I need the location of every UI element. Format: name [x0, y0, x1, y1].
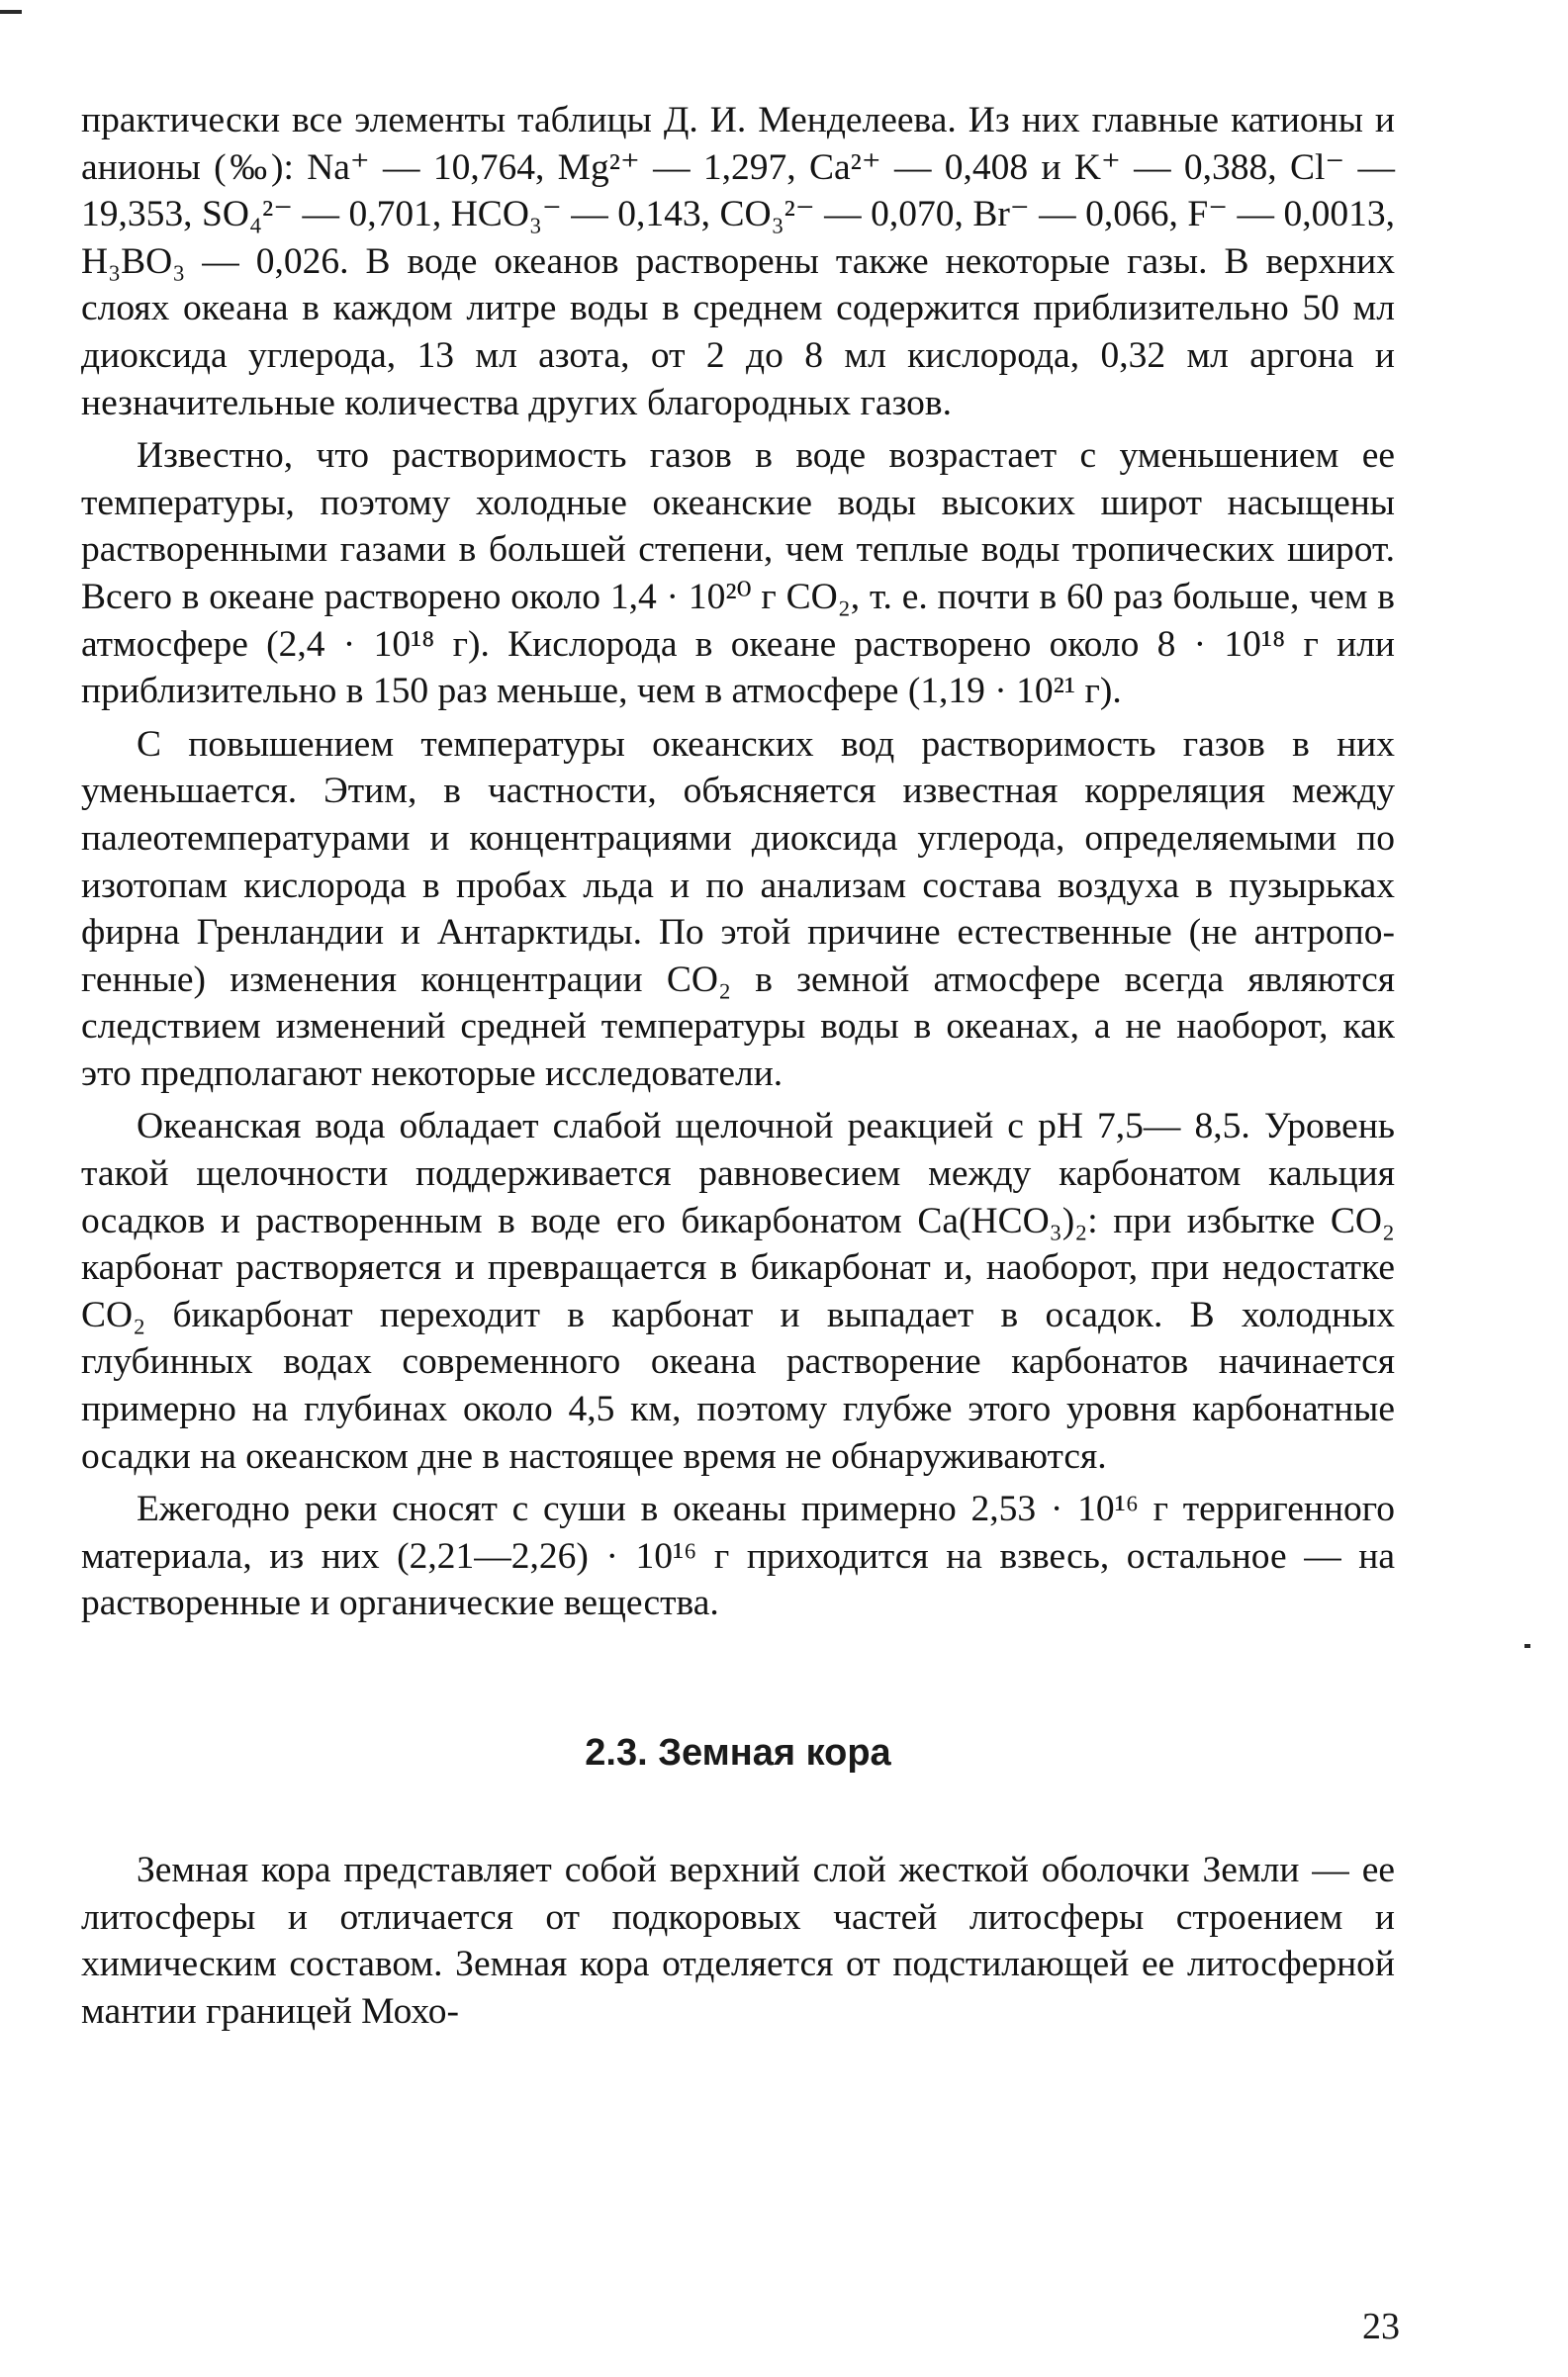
- paragraph-earth-crust: Земная кора представляет собой верхний слой жесткой оболочки Земли — ее литосферы и отличается от подкоровых частей литосферы строением и химическим составом. Земная кора отделяется от подстилающей ее литосферной мантии границей Мохо-: [81, 1850, 1395, 2032]
- paragraph-ocean-composition: практически все элементы таблицы Д. И. Менделеева. Из них главные катионы и анионы (‰): Na⁺ — 10,764, Mg²⁺ — 1,297, Ca²⁺ — 0,408 и K⁺ — 0,388, Cl⁻ — 19,353, SO₄²⁻ — 0,701, HCO₃⁻ — 0,143, CO₃²⁻ — 0,070, Br⁻ — 0,066, F⁻ — 0,0013, H₃BO₃ — 0,026. В воде океанов растворены также некоторые газы. В верхних слоях океана в каждом литре воды в среднем содержится приблизительно 50 мл диоксида углерода, 13 мл азота, от 2 до 8 мл кислорода, 0,32 мл аргона и незначительные количества других благородных газов.: [81, 100, 1395, 423]
- scan-edge-mark: [0, 10, 22, 14]
- page-number: 23: [1362, 2306, 1400, 2347]
- paragraph-gas-solubility: Известно, что растворимость газов в воде возрастает с уменьшением ее температуры, поэтому холодные океанские воды высоких широт насыщены растворенными газами в большей степени, чем теплые воды тропических широт. Всего в океане растворено около 1,4 · 10²⁰ г CO₂, т. е. почти в 60 раз больше, чем в атмосфере (2,4 · 10¹⁸ г). Кислорода в океане растворено около 8 · 10¹⁸ г или приблизительно в 150 раз меньше, чем в атмосфере (1,19 · 10²¹ г).: [81, 435, 1395, 712]
- paragraph-ocean-alkalinity: Океанская вода обладает слабой щелочной реакцией с pH 7,5— 8,5. Уровень такой щелочности поддерживается равновесием между карбонатом кальция осадков и растворенным в воде его бикарбонатом Ca(HCO₃)₂: при избытке CO₂ карбонат растворяется и превращается в бикарбонат и, наоборот, при недостатке CO₂ бикарбонат переходит в карбонат и выпадает в осадок. В холодных глубинных водах современного океана растворение карбонатов начинается примерно на глубинах около 4,5 км, поэтому глубже этого уровня карбонатные осадки на океанском дне в настоящее время не обнаруживаются.: [81, 1106, 1395, 1477]
- page-content: [81, 97, 1395, 2035]
- section-heading: 2.3. Земная кора: [585, 1732, 891, 1774]
- scan-dust-mark: [1524, 1644, 1530, 1648]
- paragraph-river-sediment: Ежегодно реки сносят с суши в океаны примерно 2,53 · 10¹⁶ г терригенного материала, из них (2,21—2,26) · 10¹⁶ г приходится на взвесь, остальное — на растворенные и органические вещества.: [81, 1489, 1395, 1624]
- paragraph-temperature-correlation: С повышением температуры океанских вод растворимость газов в них уменьшается. Этим, в частности, объясняется известная корреляция между палеотемпературами и концентрациями диоксида углерода, определяемыми по изотопам кислорода в пробах льда и по анализам состава воздуха в пузырьках фирна Гренландии и Антарктиды. По этой причине естественные (не антропогенные) изменения концентрации CO₂ в земной атмосфере всегда являются следствием изменений средней температуры воды в океанах, а не наоборот, как это предполагают некоторые исследователи.: [81, 723, 1395, 1094]
